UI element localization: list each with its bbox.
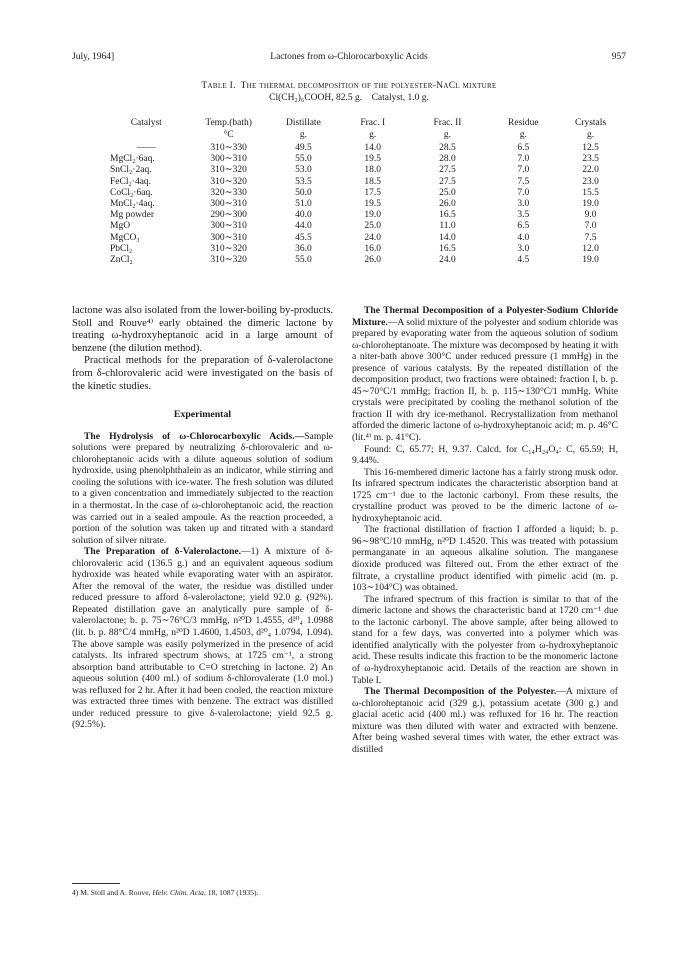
footnote-journal: Helv. Chim. Acta xyxy=(152,888,204,897)
column-unit xyxy=(104,130,189,143)
value-cell: 12.5 xyxy=(582,143,599,153)
footnote xyxy=(72,888,333,898)
polyester-body: —A mixture of ω-chloroheptanoic acid (329 g.), potassium acetate (300 g.) and glacial acetic acid (400 ml.) was refluxed for 16 hr. The reaction mixture was then diluted with water and extracted with benzene. After being washed several times with water, the ether extract was distilled xyxy=(352,686,618,755)
table-row xyxy=(104,143,622,154)
column-unit: g. xyxy=(586,130,595,140)
table-row xyxy=(104,244,622,255)
value-cell: 6.5 xyxy=(517,221,530,232)
table-units-row xyxy=(104,130,622,143)
value-cell: 310∼320 xyxy=(210,165,247,176)
value-cell: 300∼310 xyxy=(210,232,247,243)
paragraph-analysis: Found: C, 65.77; H, 9.37. Calcd. for C₁₄H₂₄O₄: C, 65.59; H, 9.44%. xyxy=(352,443,618,467)
value-cell: 310∼320 xyxy=(210,255,247,266)
value-cell: 7.0 xyxy=(517,187,530,198)
table-row xyxy=(104,210,622,221)
column-unit: g. xyxy=(443,130,452,140)
column-header: Frac. I xyxy=(360,118,386,128)
table-caption xyxy=(72,80,626,104)
value-cell: 26.0 xyxy=(439,199,456,210)
catalyst-cell: MnCl₂·4aq. xyxy=(110,199,155,210)
value-cell: 22.0 xyxy=(582,165,599,176)
table-row xyxy=(104,233,622,244)
hydrolysis-body: Sample solutions were prepared by neutralizing δ-chlorovaleric and ω-chloroheptanoic acids with a dilute aqueous solution of sodium hydroxide, using phenolphthalein as an indicator, while stirring and cooling the solutions with ice-water. The fresh solution was diluted to a given concentration and immediately subjected to the reaction in a thermostat. In the case of ω-chloroheptanoic acid, the reaction was carried out in a sealed ampoule. As the reaction proceeded, a portion of the solution was taken up and titrated with a standard solution of silver nitrate. xyxy=(72,430,333,546)
value-cell: 55.0 xyxy=(295,255,312,266)
value-cell: 53.0 xyxy=(295,165,312,176)
catalyst-cell: CoCl₂·6aq. xyxy=(110,187,153,198)
value-cell: 15.5 xyxy=(582,187,599,198)
value-cell: 320∼330 xyxy=(210,187,247,198)
page-number: 957 xyxy=(611,52,626,62)
value-cell: 290∼300 xyxy=(210,210,247,221)
catalyst-cell: Mg powder xyxy=(110,210,155,221)
catalyst-cell: MgCO₃ xyxy=(110,232,140,243)
value-cell: 14.0 xyxy=(364,143,382,153)
value-cell: 23.5 xyxy=(582,154,599,165)
value-cell: 3.5 xyxy=(517,210,530,221)
value-cell: 7.0 xyxy=(584,221,597,232)
hydrolysis-title: The Hydrolysis of ω-Chlorocarboxylic Acids.— xyxy=(84,430,305,442)
column-header: Temp.(bath) xyxy=(205,118,252,128)
value-cell: 7.5 xyxy=(584,232,597,243)
column-unit: g. xyxy=(299,130,307,140)
table-row xyxy=(104,199,622,210)
value-cell: 26.0 xyxy=(364,255,382,266)
column-header: Catalyst xyxy=(130,118,162,128)
value-cell: 7.0 xyxy=(517,165,530,176)
paragraph-musk: This 16-membered dimeric lactone has a fairly strong musk odor. Its infrared spectrum indicates the characteristic absorption band at 1725 cm⁻¹ due to the lactonic carbonyl. From these results, the crystalline product was proved to be the dimeric lactone of ω-hydroxyheptanoic acid. xyxy=(352,466,618,524)
column-unit: °C xyxy=(223,130,234,140)
column-header: Distillate xyxy=(285,118,321,128)
value-cell: 25.0 xyxy=(364,221,382,232)
footnote-rest: , 18, 1087 (1935). xyxy=(203,888,259,897)
running-head xyxy=(72,52,626,66)
value-cell: 310∼320 xyxy=(210,176,247,187)
value-cell: 19.0 xyxy=(582,199,599,210)
value-cell: 310∼320 xyxy=(210,243,247,254)
value-cell: 23.0 xyxy=(582,176,599,187)
table-row xyxy=(104,188,622,199)
value-cell: 6.5 xyxy=(517,143,530,153)
table-header-row xyxy=(104,118,622,130)
column-header: Frac. II xyxy=(433,118,462,128)
value-cell: 18.0 xyxy=(364,165,382,176)
table-title: The thermal decomposition of the polyester-NaCl mixture xyxy=(240,81,497,91)
value-cell: 300∼310 xyxy=(210,154,247,165)
section-heading-experimental: Experimental xyxy=(173,409,232,421)
column-header: Crystals xyxy=(574,118,607,128)
value-cell: 3.0 xyxy=(517,199,530,210)
value-cell: 50.0 xyxy=(295,187,312,198)
header-title: Lactones from ω-Chlorocarboxylic Acids xyxy=(270,52,428,62)
value-cell: 300∼310 xyxy=(210,199,247,210)
table-body xyxy=(104,143,622,266)
value-cell: 3.0 xyxy=(517,243,530,254)
value-cell: 53.5 xyxy=(295,176,312,187)
paragraph-hydrolysis xyxy=(72,431,333,546)
value-cell: 7.5 xyxy=(517,176,530,187)
paragraph-valerolactone xyxy=(72,546,333,731)
value-cell: 17.5 xyxy=(364,187,382,198)
value-cell: 24.0 xyxy=(364,232,382,243)
value-cell: 4.0 xyxy=(517,232,530,243)
value-cell: 40.0 xyxy=(295,210,312,221)
catalyst-cell: MgCl₂·6aq. xyxy=(110,154,155,165)
valerolactone-body: —1) A mixture of δ-chlorovaleric acid (136.5 g.) and an equivalent aqueous sodium hydroxide was heated while evaporating water with an aspirator. After the removal of the water, the residue was distilled under reduced pressure to afford δ-valerolactone; yield 92.0 g. (92%). Repeated distillation gave an analytically pure sample of δ-valerolactone; b. p. 75∼76°C/3 mmHg, n²⁰D 1.4555, d²⁰₄ 1.0988 (lit. b. p. 88°C/4 mmHg, n²⁰D 1.4600, 1.4503, d²⁰₄ 1.0794, 1.094). The above sample was easily polymerized in the presence of acid catalysts. Its infrared spectrum shows, at 1725 cm⁻¹, a strong absorption band attributable to C=O stretching in lactone. 2) An aqueous solution (400 ml.) of sodium δ-chlorovalerate (1.0 mol.) was refluxed for 2 hr. After it had been cooled, the reaction mixture was extracted three times with benzene. The extract was distilled under reduced pressure to give δ-valerolactone; yield 92.5 g. (92.5%). xyxy=(72,546,333,731)
column-unit: g. xyxy=(519,130,527,140)
header-date: July, 1964] xyxy=(72,52,115,62)
table-subtitle: Cl(CH₂)₆COOH, 82.5 g. Catalyst, 1.0 g. xyxy=(269,93,429,103)
paragraph-intro: lactone was also isolated from the lower-boiling by-products. Stoll and Rouve⁴⁾ early obtained the dimeric lactone by treating ω-hydroxyheptanoic acid in a large amount of benzene (the dilution method). xyxy=(72,305,333,354)
table-label: Table I. xyxy=(201,81,236,91)
catalyst-cell: FeCl₂·4aq. xyxy=(110,176,152,187)
value-cell: 11.0 xyxy=(439,221,456,232)
value-cell: 24.0 xyxy=(439,255,456,266)
value-cell: 55.0 xyxy=(295,154,312,165)
paragraph-polyester xyxy=(352,686,618,755)
paragraph-fraction-one: The fractional distillation of fraction I afforded a liquid; b. p. 96∼98°C/10 mmHg, n²⁰D 1.4520. This was treated with potassium permanganate in an aqueous alkaline solution. The manganese dioxide produced was filtered out. From the ether extract of the filtrate, a crystalline product identified with pimelic acid (m. p. 103∼104°C) was obtained. xyxy=(352,524,618,594)
value-cell: 25.0 xyxy=(439,187,456,198)
value-cell: 49.5 xyxy=(295,143,312,153)
value-cell: 28.0 xyxy=(439,154,456,165)
value-cell: 45.5 xyxy=(295,232,312,243)
catalyst-cell: SnCl₂·2aq. xyxy=(110,165,152,176)
value-cell: 19.0 xyxy=(364,210,382,221)
paragraph-infrared: The infrared spectrum of this fraction is similar to that of the dimeric lactone and shows the characteristic band at 1720 cm⁻¹ due to the lactonic carbonyl. The above sample, after being allowed to stand for a few days, was converted into a polymer which was identified analytically with the polyester from ω-hydroxyheptanoic acid. These results indicate this fraction to be the monomeric lactone of ω-hydroxyheptanoic acid. Details of the reaction are shown in Table I. xyxy=(352,593,618,686)
value-cell: 310∼330 xyxy=(210,143,247,153)
value-cell: 12.0 xyxy=(582,243,599,254)
value-cell: 16.0 xyxy=(364,243,382,254)
table-row xyxy=(104,221,622,232)
footnote-authors: 4) M. Stoll and A. Rouve, xyxy=(72,888,153,897)
value-cell: 18.5 xyxy=(364,176,382,187)
column-unit: g. xyxy=(369,130,377,140)
value-cell: 14.0 xyxy=(439,232,456,243)
paragraph-methods: Practical methods for the preparation of δ-valerolactone from δ-chlorovaleric acid were investigated on the basis of the kinetic studies. xyxy=(72,355,333,392)
value-cell: 16.5 xyxy=(439,243,456,254)
paragraph-polyester-nacl xyxy=(352,305,618,444)
value-cell: 44.0 xyxy=(295,221,312,232)
column-header: Residue xyxy=(508,118,539,128)
valerolactone-title: The Preparation of δ-Valerolactone. xyxy=(84,546,242,558)
value-cell: 19.5 xyxy=(364,199,382,210)
value-cell: 4.5 xyxy=(517,255,530,266)
polyester-nacl-body: —A solid mixture of the polyester and sodium chloride was prepared by evaporating water from the aqueous solution of sodium ω-chloroheptanoate. The mixture was decomposed by heating it with a niter-bath above 300°C under reduced pressure (1 mmHg) in the presence of various catalysts. By the repeated distillation of the decomposition product, two fractions were obtained: fraction I, b. p. 45∼70°C/1 mmHg; fraction II, b. p. 115∼130°C/1 mmHg. White crystals were precipitated by cooling the methanol solution of the fraction II with dry ice-methanol. Recrystallization from methanol afforded the dimeric lactone of ω-hydroxyheptanoic acid; m. p. 46°C (lit.⁴⁾ m. p. 41°C). xyxy=(352,316,618,444)
value-cell: 19.0 xyxy=(582,255,599,266)
value-cell: 36.0 xyxy=(295,243,312,254)
value-cell: 16.5 xyxy=(439,210,456,221)
catalyst-cell: PbCl₂ xyxy=(110,243,133,254)
value-cell: 9.0 xyxy=(584,210,597,221)
value-cell: 27.5 xyxy=(439,165,456,176)
catalyst-cell: ZnCl₂ xyxy=(110,255,133,266)
catalyst-cell: MgO xyxy=(110,221,131,232)
value-cell: 27.5 xyxy=(439,176,456,187)
footnote-rule xyxy=(72,883,120,884)
table-row xyxy=(104,177,622,188)
value-cell: 7.0 xyxy=(517,154,530,165)
polyester-title: The Thermal Decomposition of the Polyester. xyxy=(364,686,557,698)
right-column xyxy=(352,305,618,755)
value-cell: 300∼310 xyxy=(210,221,247,232)
catalyst-cell: —— xyxy=(136,143,156,153)
polyester-nacl-title: The Thermal Decomposition of a Polyester-Sodium Chloride Mixture. xyxy=(352,305,618,328)
table-row xyxy=(104,255,622,266)
decomposition-table xyxy=(104,118,622,266)
table-row xyxy=(104,165,622,176)
left-column xyxy=(72,305,333,731)
value-cell: 19.5 xyxy=(364,154,382,165)
table-row xyxy=(104,154,622,165)
value-cell: 51.0 xyxy=(295,199,312,210)
value-cell: 28.5 xyxy=(439,143,456,153)
